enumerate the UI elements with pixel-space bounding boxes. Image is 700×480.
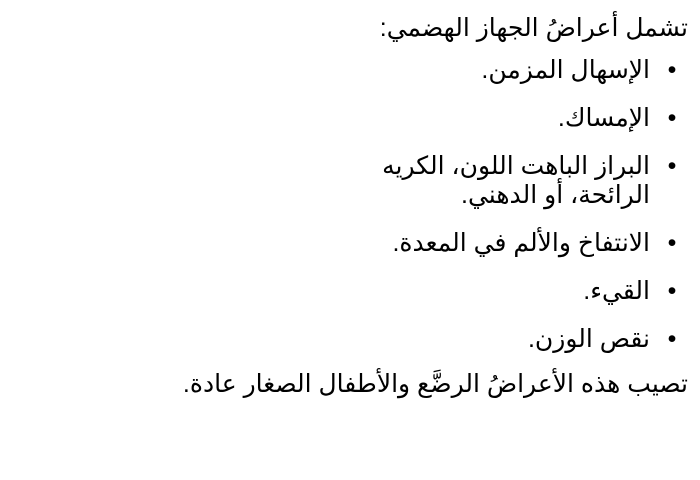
bullet-icon: •: [667, 104, 677, 132]
list-item-text: نقص الوزن.: [527, 325, 650, 353]
list-item: [310, 104, 688, 133]
bullet-icon: •: [667, 56, 677, 84]
document-body: [8, 14, 688, 399]
list-item: [310, 277, 688, 306]
bullet-icon: •: [667, 325, 677, 353]
list-item: [310, 152, 688, 210]
list-item-text: البراز الباهت اللون، الكريه الرائحة، أو الدهني.: [382, 152, 650, 209]
bullet-icon: •: [667, 229, 677, 257]
list-item: [310, 56, 688, 85]
symptom-list: [8, 56, 688, 354]
list-item: [310, 325, 688, 354]
list-item-text: الإسهال المزمن.: [481, 56, 650, 84]
intro-text: تشمل أعراضُ الجهاز الهضمي:: [379, 14, 688, 42]
list-item-text: القيء.: [583, 277, 650, 305]
list-item: [310, 229, 688, 258]
bullet-icon: •: [667, 277, 677, 305]
bullet-icon: •: [667, 152, 677, 180]
list-item-text: الانتفاخ والألم في المعدة.: [392, 229, 650, 257]
list-item-text: الإمساك.: [557, 104, 650, 132]
closing-text: تصيب هذه الأعراضُ الرضَّع والأطفال الصغار عادة.: [182, 370, 688, 398]
